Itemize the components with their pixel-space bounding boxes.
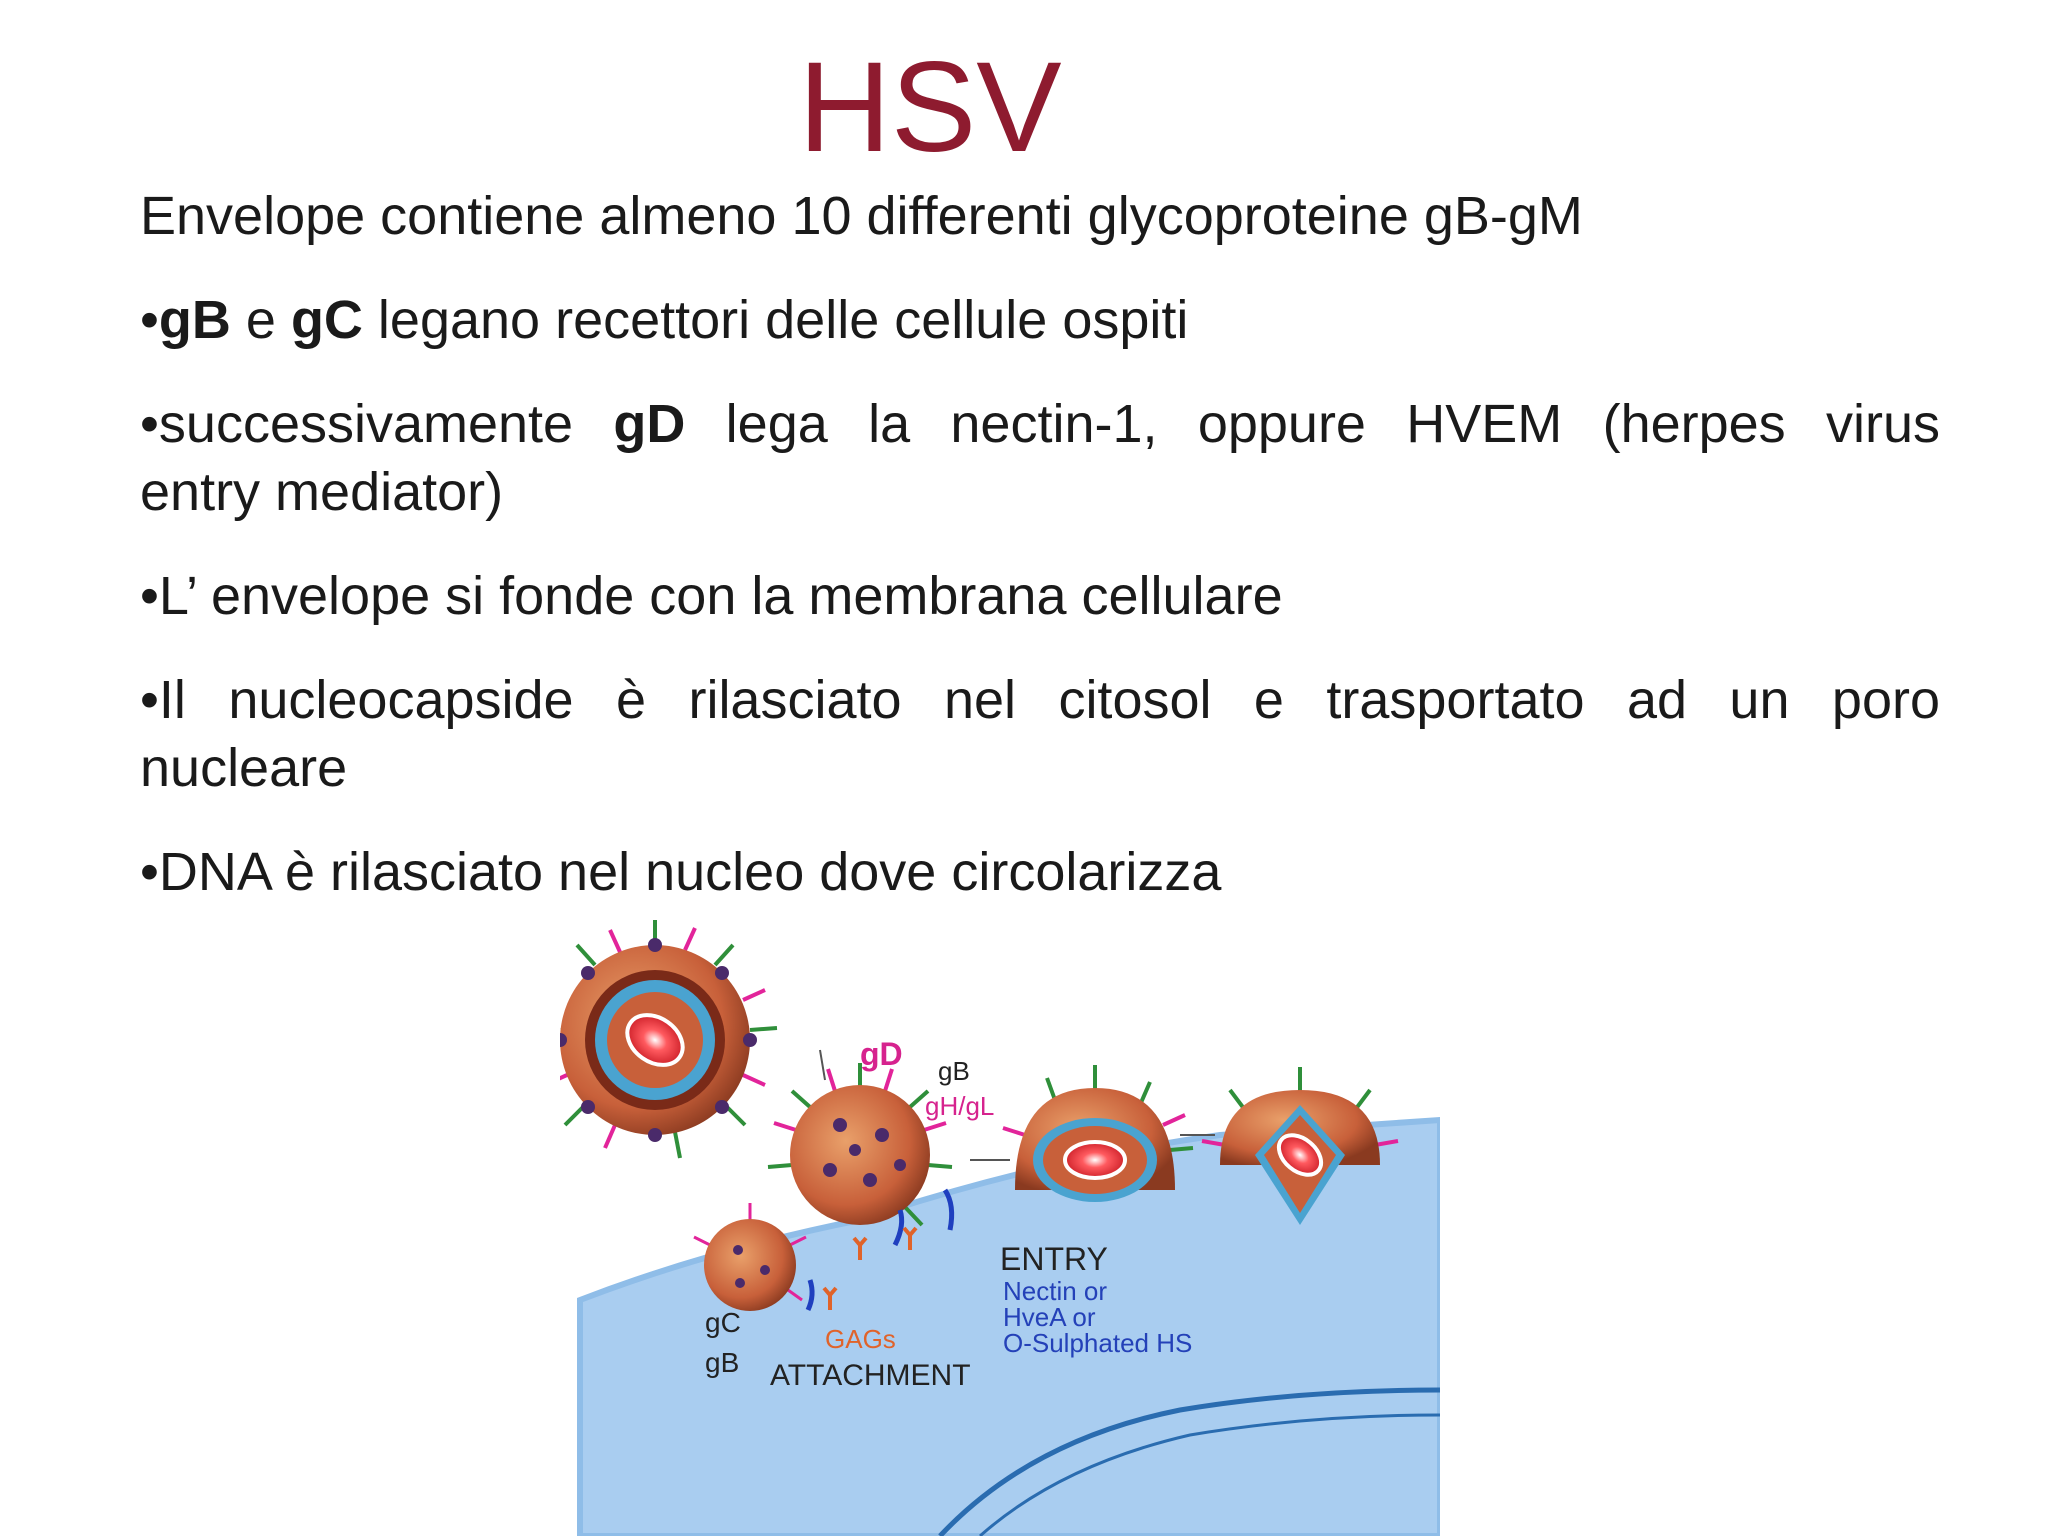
label-gags: GAGs — [825, 1324, 896, 1354]
text-successivamente: successivamente — [158, 394, 614, 454]
term-gd: gD — [613, 394, 686, 454]
paragraph-gd-line1 — [140, 390, 1940, 458]
label-gb-top: gB — [938, 1056, 970, 1086]
paragraph-gb-gc — [140, 286, 1940, 354]
text-legano: legano recettori delle cellule ospiti — [362, 290, 1189, 350]
virion-cutaway — [560, 920, 777, 1158]
paragraph-nucleocapsid-line1: •Il nucleocapside è rilasciato nel citosol e trasportato ad un poro — [140, 670, 1940, 730]
virion-fusing — [1003, 1065, 1193, 1202]
text-lega: lega la nectin-1, oppure HVEM (herpes virus — [685, 394, 1940, 454]
paragraph-fusion: •L’ envelope si fonde con la membrana cellulare — [140, 566, 1283, 626]
slide-title: HSV — [798, 36, 1062, 179]
label-gb-bottom: gB — [705, 1347, 740, 1378]
paragraph-dna: •DNA è rilasciato nel nucleo dove circolarizza — [140, 842, 1222, 902]
bullet: • — [140, 290, 159, 350]
paragraph-nucleocapsid-line2: nucleare — [140, 738, 348, 798]
hsv-entry-diagram — [560, 920, 1440, 1536]
label-entry-hs: O-Sulphated HS — [1003, 1328, 1193, 1358]
term-gb: gB — [158, 290, 231, 350]
label-gh-gl: gH/gL — [925, 1091, 995, 1121]
label-entry-hvea: HveA or — [1003, 1302, 1096, 1332]
paragraph-gd — [140, 390, 1940, 526]
label-gc: gC — [705, 1307, 741, 1338]
label-gd: gD — [860, 1036, 903, 1072]
bullet: • — [140, 394, 159, 454]
label-attachment: ATTACHMENT — [770, 1359, 971, 1392]
paragraph-envelope: Envelope contiene almeno 10 differenti glycoproteine gB-gM — [140, 186, 1583, 246]
paragraph-gd-line2: entry mediator) — [140, 462, 504, 522]
label-entry-nectin: Nectin or — [1003, 1276, 1108, 1306]
term-gc: gC — [290, 290, 363, 350]
slide-body — [140, 182, 1940, 942]
text-e: e — [230, 290, 291, 350]
label-entry: ENTRY — [1000, 1241, 1108, 1277]
paragraph-nucleocapsid — [140, 666, 1940, 802]
